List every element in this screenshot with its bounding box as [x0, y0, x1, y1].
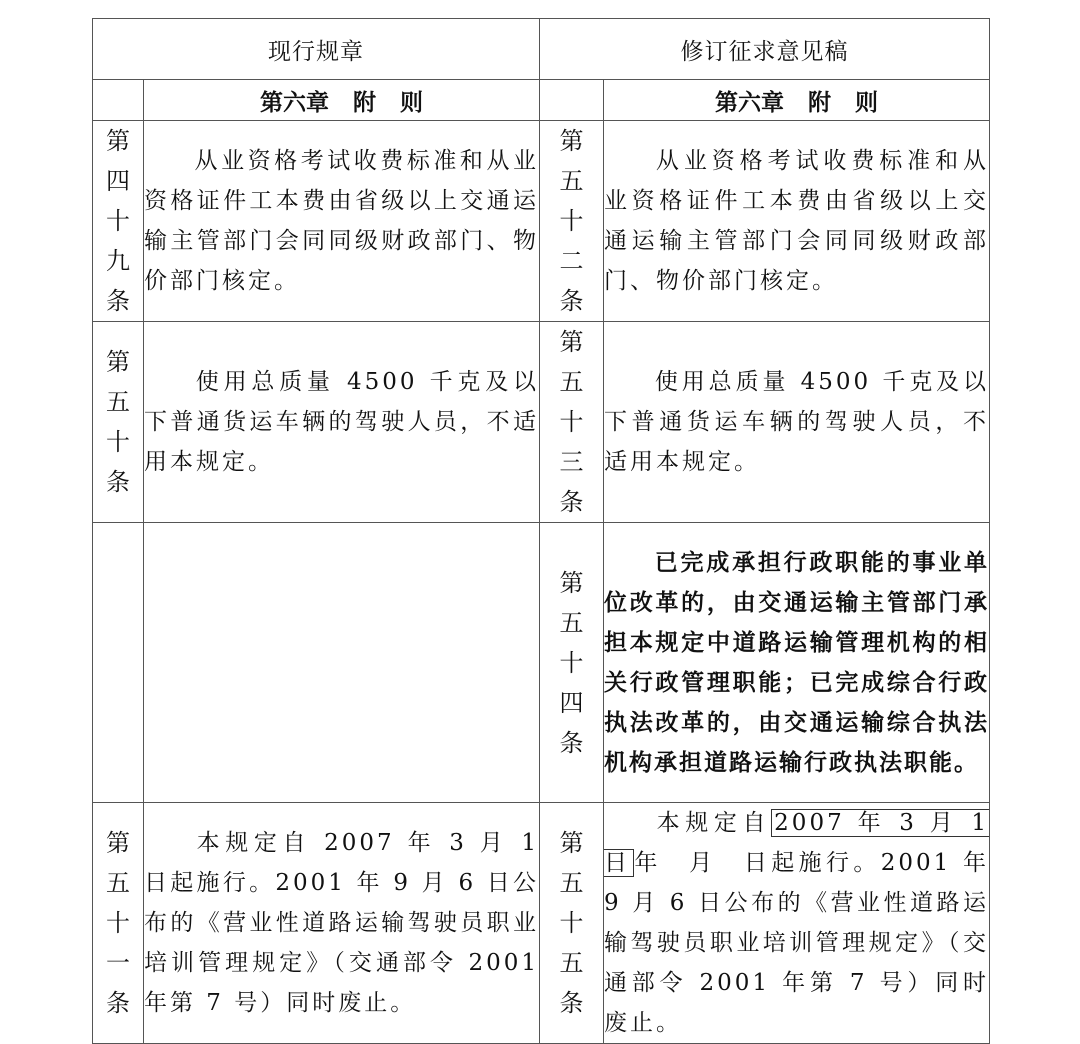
- chapter-left-end: 则: [400, 88, 423, 116]
- chapter-left-blank: [93, 80, 144, 121]
- article-text-right-new: 已完成承担行政职能的事业单位改革的，由交通运输主管部门承担本规定中道路运输管理机构的相关行政管理职能；已完成综合行政执法改革的，由交通运输综合执法机构承担道路运输行政执法职能。: [604, 523, 990, 803]
- article-text-left: 从业资格考试收费标准和从业资格证件工本费由省级以上交通运输主管部门会同同级财政部门、物价部门核定。: [144, 121, 540, 322]
- article-label-right: 第 五 十 五 条: [540, 803, 604, 1044]
- table-row: [93, 322, 990, 523]
- chapter-title-left: [144, 80, 540, 121]
- chapter-left-main: 第六章: [260, 88, 329, 116]
- chapter-right-main: 第六章: [715, 88, 784, 116]
- table-row: [93, 523, 990, 803]
- chapter-left-sub: 附: [353, 88, 376, 116]
- article-label-right: 第 五 十 四 条: [540, 523, 604, 803]
- header-revision-draft: 修订征求意见稿: [540, 19, 990, 80]
- article-label-left: 第 四 十 九 条: [93, 121, 144, 322]
- article-text-left: 使用总质量 4500 千克及以下普通货运车辆的驾驶人员，不适用本规定。: [144, 322, 540, 523]
- article-label-right: 第 五 十 二 条: [540, 121, 604, 322]
- chapter-right-sub: 附: [808, 88, 831, 116]
- comparison-table: [92, 18, 990, 1044]
- table-row: [93, 803, 990, 1044]
- struck-date-box: 2007 年 3 月 1 日: [604, 810, 990, 876]
- header-current-rules: 现行规章: [93, 19, 540, 80]
- article-label-left: 第 五 十 条: [93, 322, 144, 523]
- article-text-right: 本规定自 2007 年 3 月 1 日 年 月 日起施行。2001 年 9 月 6 日公布的《营业性道路运输驾驶员职业培训管理规定》（交通部令 2001 年第 7 号）同时废止。: [604, 803, 990, 1044]
- article-text-right: 使用总质量 4500 千克及以下普通货运车辆的驾驶人员，不适用本规定。: [604, 322, 990, 523]
- chapter-right-blank: [540, 80, 604, 121]
- table-row: [93, 121, 990, 322]
- article-text-left: 本规定自 2007 年 3 月 1 日起施行。2001 年 9 月 6 日公布的《营业性道路运输驾驶员职业培训管理规定》（交通部令 2001 年第 7 号）同时废止。: [144, 803, 540, 1044]
- article-text-left-empty: [144, 523, 540, 803]
- chapter-right-end: 则: [855, 88, 878, 116]
- chapter-row: [93, 80, 990, 121]
- table-header-row: [93, 19, 990, 80]
- article-label-right: 第 五 十 三 条: [540, 322, 604, 523]
- chapter-title-right: [604, 80, 990, 121]
- article-text-right: 从业资格考试收费标准和从业资格证件工本费由省级以上交通运输主管部门会同同级财政部门、物价部门核定。: [604, 121, 990, 322]
- article-label-left: 第 五 十 一 条: [93, 803, 144, 1044]
- article-label-left-empty: [93, 523, 144, 803]
